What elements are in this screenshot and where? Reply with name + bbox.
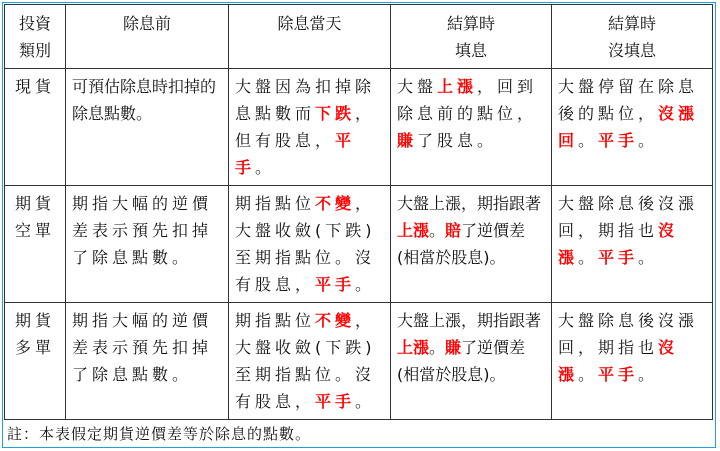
cell-unfilled: 大盤除息後沒漲回，期指也沒漲。平手。 [552,186,713,303]
header-line: 結算時 [607,14,656,33]
header-settlement-filled [391,5,552,69]
cell-unfilled: 大盤停留在除息後的點位，沒漲回。平手。 [552,69,713,186]
highlight-text: 賺 [397,131,418,150]
highlight-text: 不變 [315,194,356,213]
cell-before: 期指大幅的逆價差表示預先扣掉了除息點數。 [66,186,229,303]
header-exdividend-day: 除息當天 [229,5,391,69]
dividend-comparison-table [4,4,713,420]
highlight-text: 上漲 [397,221,430,240]
header-line: 沒填息 [607,41,656,60]
cell-exday: 期指點位不變，大盤收斂(下跌)至期指點位。沒有股息，平手。 [229,303,391,420]
header-line: 投資 [18,14,51,33]
table-row [5,186,713,303]
cell-filled: 大盤上漲，期指跟著上漲。賺了逆價差(相當於股息)。 [391,303,552,420]
highlight-text: 賺 [445,338,462,357]
cell-exday: 大盤因為扣掉除息點數而下跌，但有股息，平手。 [229,69,391,186]
row-category-futures-short: 期貨 空單 [5,186,66,303]
header-line: 類別 [18,41,51,60]
cell-before: 可預估除息時扣掉的除息點數。 [66,69,229,186]
cell-unfilled: 大盤除息後沒漲回，期指也沒漲。平手。 [552,303,713,420]
highlight-text: 平手 [315,392,356,411]
table-row [5,303,713,420]
highlight-text: 平手 [315,275,356,294]
highlight-text: 沒漲回 [558,104,699,150]
highlight-text: 沒漲 [558,221,679,267]
header-row [5,5,713,69]
header-line: 填息 [454,41,487,60]
header-before-exdividend: 除息前 [66,5,229,69]
table-footnote: 註：本表假定期貨逆價差等於除息的點數。 [7,425,312,443]
highlight-text: 賠 [445,221,462,240]
highlight-text: 沒漲 [558,338,679,384]
highlight-text: 上漲 [437,77,478,96]
highlight-text: 平手 [598,248,639,267]
highlight-text: 平手 [598,131,639,150]
highlight-text: 不變 [315,311,356,330]
cell-filled: 大盤上漲，回到除息前的點位，賺了股息。 [391,69,552,186]
cell-before: 期指大幅的逆價差表示預先扣掉了除息點數。 [66,303,229,420]
header-investment-category [5,5,66,69]
table-row [5,69,713,186]
highlight-text: 平手 [235,131,356,177]
highlight-text: 平手 [598,365,639,384]
cell-filled: 大盤上漲，期指跟著上漲。賠了逆價差(相當於股息)。 [391,186,552,303]
header-line: 結算時 [446,14,495,33]
highlight-text: 下跌 [315,104,356,123]
row-category-futures-long: 期貨 多單 [5,303,66,420]
header-settlement-unfilled [552,5,713,69]
cell-exday: 期指點位不變，大盤收斂(下跌)至期指點位。沒有股息，平手。 [229,186,391,303]
row-category-spot: 現貨 [5,69,66,186]
highlight-text: 上漲 [397,338,430,357]
